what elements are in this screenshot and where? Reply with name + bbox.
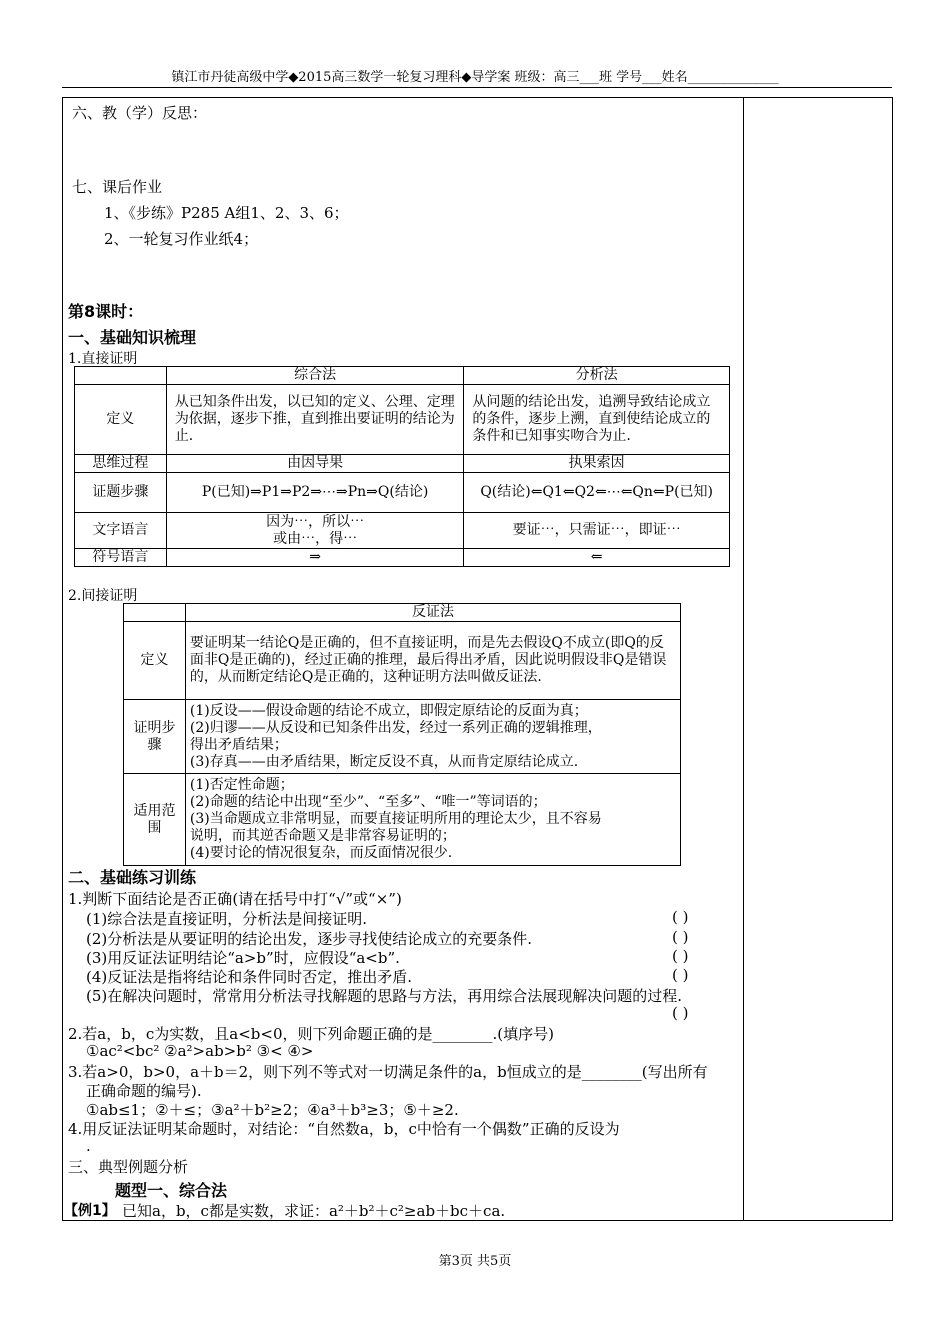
- answer-paren-4[interactable]: ( ): [672, 966, 689, 984]
- contradiction-definition: 要证明某一结论Q是正确的，但不直接证明，而是先去假设Q不成立(即Q的反面非Q是正确的)，经过正确的推理，最后得出矛盾，因此说明假设非Q是错误的，从而断定结论Q是正确的，这种证明方法叫做反证法.: [185, 622, 680, 700]
- answer-paren-5[interactable]: ( ): [672, 1004, 689, 1022]
- scope-line-2: (2)命题的结论中出现“至少”、“至多”、“唯一”等词语的；: [189, 794, 547, 810]
- example-1-text: 已知a，b，c都是实数，求证：a²＋b²＋c²≥ab＋bc＋ca.: [122, 1202, 506, 1220]
- synthesis-text-language: [166, 513, 464, 549]
- synthesis-definition: [166, 385, 464, 455]
- question-4-end: .: [86, 1137, 91, 1155]
- scope-line-5: (4)要讨论的情况很复杂，而反面情况很少.: [189, 845, 453, 861]
- question-4: 4.用反证法证明某命题时，对结论：“自然数a，b，c中恰有一个偶数”正确的反设为: [68, 1120, 620, 1138]
- q2-options: ①ac²<bc² ②a²>ab>b² ③< ④>: [86, 1042, 314, 1060]
- synthesis-symbol: ⇒: [166, 549, 464, 567]
- analysis-text-language: 要证⋯，只需证⋯，即证⋯: [464, 513, 730, 549]
- row-label-text-language: 文字语言: [75, 513, 167, 549]
- page-footer: 第3页 共5页: [438, 1254, 512, 1269]
- step-line-3: 得出矛盾结果；: [189, 736, 288, 753]
- indirect-proof-table: [123, 603, 681, 866]
- question-3-line-1: 3.若a>0，b>0，a＋b＝2，则下列不等式对一切满足条件的a，b恒成立的是________(写出所有: [68, 1063, 708, 1081]
- example-1-label: 【例1】: [64, 1203, 116, 1219]
- answer-paren-1[interactable]: ( ): [672, 908, 689, 926]
- margin-column-divider: [743, 97, 744, 1220]
- question-2: 2.若a，b，c为实数，且a<b<0，则下列命题正确的是________.(填序号): [68, 1025, 554, 1043]
- direct-proof-table: [74, 366, 730, 567]
- analysis-definition: [464, 385, 730, 455]
- row-label-thinking: 思维过程: [75, 455, 167, 473]
- row-label-definition: 定义: [75, 385, 167, 455]
- scope-line-3: (3)当命题成立非常明显，而要直接证明所用的理论太少，且不容易: [189, 811, 602, 827]
- analysis-definition-text: 从问题的结论出发，追溯导致结论成立的条件，逐步上溯，直到使结论成立的条件和已知事实吻合为止.: [472, 394, 711, 444]
- head-analysis: 分析法: [464, 367, 730, 385]
- q1-item-4: (4)反证法是指将结论和条件同时否定，推出矛盾.: [86, 968, 413, 986]
- type-1-title: 题型一、综合法: [115, 1181, 228, 1200]
- scope-line-1: (1)否定性命题；: [189, 777, 294, 793]
- synthesis-thinking: 由因导果: [166, 455, 464, 473]
- contradiction-scope: [185, 774, 680, 866]
- homework-heading: 七、课后作业: [72, 178, 163, 196]
- head-synthesis: 综合法: [166, 367, 464, 385]
- question-1: 1.判断下面结论是否正确(请在括号中打“√”或“×”): [68, 890, 402, 908]
- scope-line-4: 说明，而其逆否命题又是非常容易证明的；: [189, 828, 456, 844]
- homework-item-1: 1、《步练》P285 A组1、2、3、6；: [104, 204, 349, 222]
- head-contradiction: 反证法: [185, 604, 680, 622]
- answer-paren-2[interactable]: ( ): [672, 928, 689, 946]
- row-label-symbol: 符号语言: [75, 549, 167, 567]
- step-line-2: (2)归谬——从反设和已知条件出发，经过一系列正确的逻辑推理，: [189, 719, 602, 736]
- synthesis-text-line-1: 因为⋯，所以⋯: [266, 513, 365, 530]
- answer-paren-3[interactable]: ( ): [672, 947, 689, 965]
- contradiction-steps: [185, 700, 680, 774]
- q3-options: ①ab≤1；②＋≤；③a²＋b²≥2；④a³＋b³≥3；⑤＋≥2.: [86, 1101, 459, 1119]
- analysis-thinking: 执果索因: [464, 455, 730, 473]
- page-header: 镇江市丹徒高级中学◆2015高三数学一轮复习理科◆导学案 班级：高三___班 学号___姓名______________: [171, 70, 779, 85]
- row-label-steps-2: 证明步骤: [124, 700, 186, 774]
- indirect-proof-title: 2.间接证明: [68, 588, 138, 604]
- section-2-title: 二、基础练习训练: [68, 868, 197, 887]
- analysis-symbol: ⇐: [464, 549, 730, 567]
- q1-item-5: (5)在解决问题时，常常用分析法寻找解题的思路与方法，再用综合法展现解决问题的过程.: [86, 987, 683, 1005]
- section-1-title: 一、基础知识梳理: [68, 328, 197, 347]
- synthesis-text-line-2: 或由⋯，得⋯: [273, 530, 358, 547]
- analysis-steps: Q(结论)⇐Q1⇐Q2⇐⋯⇐Qn⇐P(已知): [464, 473, 730, 513]
- row-label-scope: 适用范围: [124, 774, 186, 866]
- section-3-title: 三、典型例题分析: [68, 1158, 189, 1176]
- question-3-line-2: 正确命题的编号).: [86, 1082, 202, 1100]
- q1-item-1: (1)综合法是直接证明，分析法是间接证明.: [86, 910, 368, 928]
- lesson-title: 第8课时：: [68, 302, 144, 321]
- homework-item-2: 2、一轮复习作业纸4；: [104, 230, 259, 248]
- corner-cell: [75, 367, 167, 385]
- step-line-4: (3)存真——由矛盾结果，断定反设不真，从而肯定原结论成立.: [189, 753, 579, 770]
- direct-proof-title: 1.直接证明: [68, 351, 138, 367]
- row-label-steps: 证题步骤: [75, 473, 167, 513]
- synthesis-steps: P(已知)⇒P1⇒P2⇒⋯⇒Pn⇒Q(结论): [166, 473, 464, 513]
- q1-item-2: (2)分析法是从要证明的结论出发，逐步寻找使结论成立的充要条件.: [86, 930, 533, 948]
- corner-cell-2: [124, 604, 186, 622]
- header-rule: [62, 87, 892, 88]
- row-label-definition-2: 定义: [124, 622, 186, 700]
- synthesis-definition-text: 从已知条件出发，以已知的定义、公理、定理为依据，逐步下推，直到推出要证明的结论为止.: [174, 394, 455, 444]
- q1-item-3: (3)用反证法证明结论“a>b”时，应假设“a<b”.: [86, 949, 400, 967]
- step-line-1: (1)反设——假设命题的结论不成立，即假定原结论的反面为真；: [189, 702, 588, 719]
- reflection-heading: 六、教（学）反思：: [72, 104, 208, 122]
